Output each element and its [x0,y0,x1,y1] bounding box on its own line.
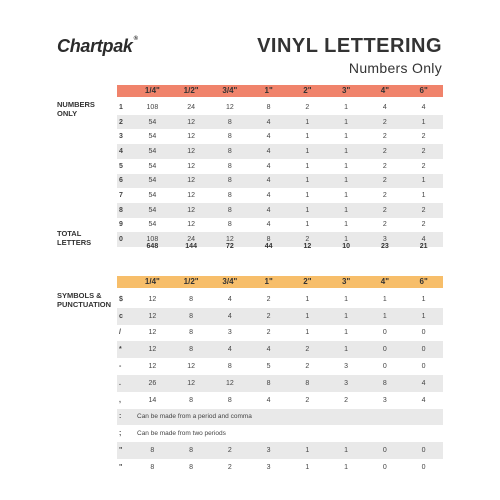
symbols-cell: 1 [305,312,310,320]
numbers-row [117,115,443,130]
numbers-cell: 4 [266,206,271,214]
symbols-cell: 8 [189,312,194,320]
numbers-section-label: NUMBERS ONLY [57,100,95,118]
numbers-cell: 24 [187,236,196,244]
numbers-cell: 2 [305,103,310,111]
numbers-cell: 1 [421,118,426,126]
numbers-row [117,218,443,233]
symbols-cell: 4 [266,346,271,354]
symbols-cell: 2 [227,447,232,455]
numbers-cell: 1 [305,221,310,229]
numbers-size-header: 3" [342,86,351,95]
numbers-cell: 8 [227,147,232,155]
numbers-cell: 12 [187,118,196,126]
symbols-row-label: c [119,312,123,320]
symbols-cell: 1 [421,312,426,320]
numbers-cell: 54 [148,162,157,170]
symbols-cell: 5 [266,363,271,371]
logo-text: Chartpak [57,36,133,56]
symbols-cell: 0 [382,463,387,471]
numbers-cell: 1 [305,192,310,200]
numbers-cell: 1 [344,103,349,111]
numbers-row-label: 7 [119,192,123,200]
symbols-size-header: 1/2" [183,277,199,286]
symbols-cell: 8 [382,379,387,387]
numbers-row-label: 5 [119,162,123,170]
symbols-row [117,358,443,375]
numbers-cell: 2 [382,206,387,214]
header-spacer [117,276,133,288]
symbols-cell: 3 [266,447,271,455]
symbols-cell: 2 [305,363,310,371]
symbols-cell: 1 [382,295,387,303]
symbols-cell: 8 [189,396,194,404]
numbers-row-label: 3 [119,133,123,141]
symbols-cell: 12 [187,379,196,387]
symbols-cell: 8 [227,363,232,371]
numbers-cell: 2 [421,221,426,229]
symbols-size-header: 4" [380,277,389,286]
numbers-cell: 8 [227,206,232,214]
numbers-cell: 54 [148,118,157,126]
symbols-cell: 4 [227,346,232,354]
numbers-cell: 12 [187,147,196,155]
symbols-cell: 3 [382,396,387,404]
numbers-cell: 1 [344,236,349,244]
symbols-cell: 1 [344,295,349,303]
numbers-cell: 4 [266,177,271,185]
total-cell: 12 [303,242,312,250]
numbers-cell: 1 [344,118,349,126]
symbols-header-row [117,276,443,288]
numbers-cell: 12 [187,221,196,229]
totals-row [117,239,443,253]
symbols-cell: 8 [150,447,155,455]
total-cell: 23 [380,242,389,250]
numbers-size-header: 4" [380,86,389,95]
numbers-size-header: 1" [264,86,273,95]
numbers-cell: 2 [382,192,387,200]
symbols-cell: 0 [421,346,426,354]
symbols-row [117,459,443,476]
numbers-cell: 12 [225,103,234,111]
symbols-cell: 12 [148,329,157,337]
numbers-cell: 2 [382,221,387,229]
numbers-size-header: 3/4" [222,86,238,95]
symbols-cell: 8 [227,396,232,404]
total-cell: 44 [264,242,273,250]
symbols-cell: 0 [382,447,387,455]
numbers-cell: 2 [421,162,426,170]
numbers-row [117,144,443,159]
numbers-row [117,203,443,218]
numbers-cell: 1 [421,192,426,200]
numbers-row [117,174,443,189]
chartpak-logo [57,36,138,57]
numbers-cell: 4 [266,192,271,200]
numbers-row-label: 9 [119,221,123,229]
numbers-cell: 8 [266,103,271,111]
symbols-section-label: SYMBOLS & PUNCTUATION [57,291,112,309]
numbers-cell: 2 [305,236,310,244]
symbols-cell: 2 [305,346,310,354]
numbers-row [117,159,443,174]
symbols-row [117,425,443,442]
symbols-cell: 4 [421,379,426,387]
symbols-size-header: 6" [419,277,428,286]
numbers-cell: 8 [227,221,232,229]
symbols-cell: 4 [227,295,232,303]
symbols-size-header: 1/4" [144,277,160,286]
symbols-size-header: 1" [264,277,273,286]
total-letters-label: TOTAL LETTERS [57,229,92,247]
symbols-row [117,308,443,325]
numbers-cell: 1 [344,221,349,229]
numbers-cell: 2 [421,133,426,141]
symbols-row [117,325,443,342]
numbers-cell: 1 [305,206,310,214]
numbers-size-header: 2" [303,86,312,95]
symbols-cell: 1 [305,329,310,337]
symbols-row [117,375,443,392]
numbers-cell: 2 [421,206,426,214]
numbers-cell: 54 [148,192,157,200]
numbers-cell: 1 [305,118,310,126]
symbols-cell: 1 [305,295,310,303]
numbers-cell: 2 [382,118,387,126]
numbers-cell: 1 [344,147,349,155]
numbers-cell: 12 [187,177,196,185]
numbers-cell: 54 [148,147,157,155]
symbols-cell: 2 [227,463,232,471]
symbols-cell: 12 [148,363,157,371]
total-cell: 648 [146,242,159,250]
numbers-cell: 1 [305,133,310,141]
numbers-row-label: 1 [119,103,123,111]
symbols-cell: 26 [148,379,157,387]
numbers-cell: 2 [382,162,387,170]
numbers-cell: 8 [266,236,271,244]
numbers-cell: 4 [421,236,426,244]
symbols-cell: 0 [421,363,426,371]
numbers-cell: 12 [187,133,196,141]
symbols-cell: 2 [266,312,271,320]
numbers-cell: 24 [187,103,196,111]
symbols-row-label: - [119,363,122,371]
symbols-cell: 3 [344,379,349,387]
symbols-row-label: / [119,329,121,337]
symbols-row-label: " [119,463,123,471]
symbols-cell: 12 [148,312,157,320]
header-spacer [117,85,133,97]
numbers-cell: 2 [382,133,387,141]
symbols-size-header: 3/4" [222,277,238,286]
symbols-cell: 0 [382,363,387,371]
symbols-cell: 1 [382,312,387,320]
symbols-row-label: . [119,379,121,387]
symbols-cell: 12 [225,379,234,387]
total-cell: 72 [225,242,234,250]
numbers-cell: 12 [187,192,196,200]
symbols-cell: 14 [148,396,157,404]
numbers-cell: 54 [148,221,157,229]
numbers-cell: 1 [344,192,349,200]
numbers-cell: 1 [421,177,426,185]
symbols-cell: 2 [344,396,349,404]
symbols-cell: 8 [189,463,194,471]
symbols-cell: 2 [305,396,310,404]
numbers-cell: 54 [148,206,157,214]
symbols-cell: 3 [227,329,232,337]
numbers-cell: 12 [225,236,234,244]
symbols-cell: 1 [344,447,349,455]
symbols-row-label: $ [119,295,123,303]
symbols-cell: 12 [148,346,157,354]
numbers-size-header: 1/4" [144,86,160,95]
symbols-cell: 8 [266,379,271,387]
symbols-cell: 1 [305,463,310,471]
symbols-cell: 4 [266,396,271,404]
symbols-cell: 8 [150,463,155,471]
numbers-size-header: 1/2" [183,86,199,95]
numbers-cell: 4 [266,147,271,155]
numbers-row [117,129,443,144]
symbols-row-label: ; [119,430,122,438]
symbols-cell: 3 [344,363,349,371]
symbols-cell: 8 [189,329,194,337]
symbols-cell: 1 [344,463,349,471]
symbols-cell: 12 [187,363,196,371]
symbols-cell: 4 [227,312,232,320]
symbols-cell: 2 [266,295,271,303]
numbers-cell: 2 [382,147,387,155]
numbers-cell: 8 [227,162,232,170]
numbers-cell: 2 [421,147,426,155]
numbers-cell: 8 [227,177,232,185]
numbers-cell: 1 [305,177,310,185]
symbols-row-label: " [119,447,123,455]
numbers-cell: 1 [305,162,310,170]
numbers-cell: 1 [344,177,349,185]
total-cell: 10 [342,242,351,250]
numbers-cell: 4 [266,133,271,141]
numbers-row-label: 8 [119,206,123,214]
symbols-cell: 4 [421,396,426,404]
page-title: VINYL LETTERING [257,35,442,57]
symbols-cell: 3 [266,463,271,471]
numbers-cell: 8 [227,118,232,126]
numbers-cell: 108 [146,236,159,244]
numbers-row-label: 4 [119,147,123,155]
symbols-size-header: 3" [342,277,351,286]
symbols-cell: 1 [305,447,310,455]
symbols-row [117,392,443,409]
symbols-cell: 0 [421,463,426,471]
numbers-cell: 1 [344,206,349,214]
numbers-cell: 4 [421,103,426,111]
numbers-cell: 3 [382,236,387,244]
symbols-cell: 0 [382,329,387,337]
numbers-cell: 1 [305,147,310,155]
page-subtitle: Numbers Only [348,60,442,76]
symbols-row-label: : [119,413,122,421]
numbers-cell: 12 [187,206,196,214]
numbers-cell: 12 [187,162,196,170]
symbols-cell: 1 [421,295,426,303]
symbols-row [117,291,443,308]
symbols-row [117,341,443,358]
numbers-cell: 1 [344,162,349,170]
total-cell: 144 [185,242,197,250]
symbols-size-header: 2" [303,277,312,286]
symbols-row-label: , [119,396,121,404]
symbols-row-note: Can be made from two periods [137,430,226,438]
logo-registered-mark: ® [133,36,138,42]
numbers-cell: 4 [266,118,271,126]
numbers-row-label: 6 [119,177,123,185]
symbols-cell: 0 [421,447,426,455]
numbers-row [117,100,443,115]
symbols-cell: 2 [266,329,271,337]
numbers-cell: 4 [266,162,271,170]
symbols-cell: 1 [344,312,349,320]
symbols-cell: 8 [189,346,194,354]
numbers-cell: 108 [146,103,159,111]
symbols-row [117,409,443,426]
numbers-row [117,188,443,203]
numbers-row-label: 2 [119,118,123,126]
numbers-cell: 1 [344,133,349,141]
symbols-cell: 1 [344,329,349,337]
numbers-cell: 8 [227,192,232,200]
total-cell: 21 [419,242,428,250]
symbols-row-label: * [119,346,122,354]
symbols-cell: 0 [382,346,387,354]
numbers-cell: 54 [148,177,157,185]
numbers-row-label: 0 [119,236,123,244]
symbols-cell: 8 [189,295,194,303]
numbers-cell: 54 [148,133,157,141]
symbols-cell: 1 [344,346,349,354]
symbols-row-note: Can be made from a period and comma [137,413,252,421]
symbols-cell: 0 [421,329,426,337]
numbers-cell: 2 [382,177,387,185]
symbols-cell: 8 [305,379,310,387]
numbers-cell: 8 [227,133,232,141]
symbols-row [117,442,443,459]
numbers-cell: 4 [266,221,271,229]
numbers-header-row [117,85,443,97]
symbols-cell: 8 [189,447,194,455]
numbers-size-header: 6" [419,86,428,95]
numbers-cell: 4 [382,103,387,111]
symbols-cell: 12 [148,295,157,303]
